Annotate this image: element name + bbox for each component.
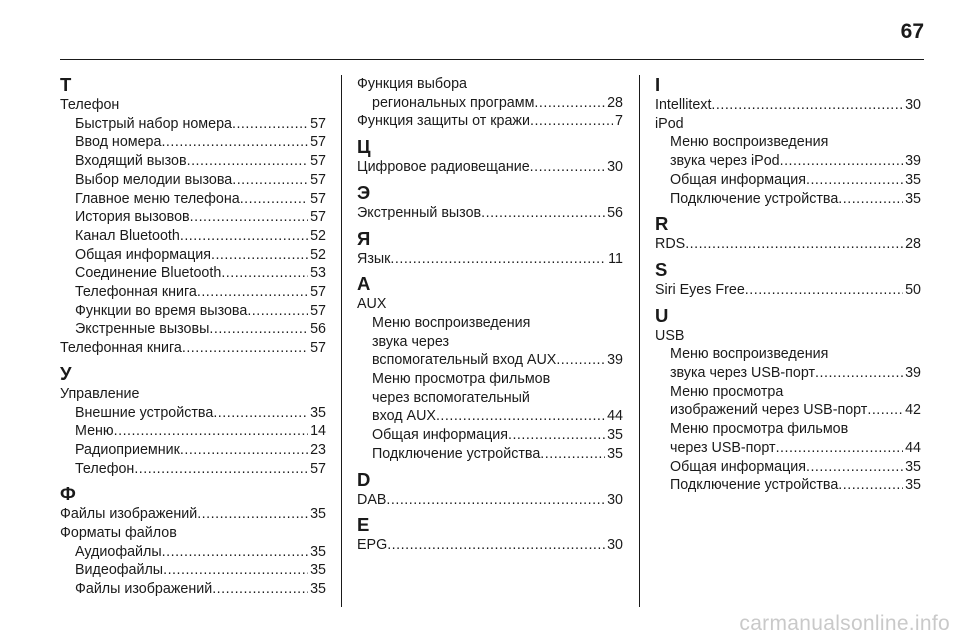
index-subentry <box>357 445 623 464</box>
index-subentry <box>655 476 921 495</box>
leader-dots <box>806 171 903 190</box>
leader-dots <box>838 190 903 209</box>
index-topic: Форматы файлов <box>60 525 177 542</box>
index-subtopic-line: Меню просмотра фильмов <box>372 371 551 388</box>
index-page-number: 57 <box>310 302 326 319</box>
leader-dots <box>212 580 308 599</box>
index-entry-text: Экстренные вызовы <box>75 321 210 338</box>
leader-dots <box>815 364 903 383</box>
index-letter-heading: A <box>357 273 371 295</box>
index-subtopic-line: Меню воспроизведения <box>372 314 531 331</box>
index-subentry <box>60 171 326 190</box>
index-subentry <box>60 283 326 302</box>
index-page-number: 57 <box>310 340 326 357</box>
leader-dots <box>221 264 308 283</box>
index-entry-text: Общая информация <box>372 427 508 444</box>
leader-dots <box>209 320 308 339</box>
leader-dots <box>776 439 904 458</box>
index-page-number: 28 <box>607 94 623 111</box>
index-page-number: 52 <box>310 246 326 263</box>
index-page-number: 35 <box>310 562 326 579</box>
index-entry-text: Ввод номера <box>75 134 162 151</box>
index-entry <box>357 158 623 177</box>
index-letter-heading: Ф <box>60 483 76 505</box>
index-column-1 <box>60 75 326 599</box>
index-subentry <box>655 439 921 458</box>
index-page-number: 39 <box>607 352 623 369</box>
index-letter-heading: E <box>357 514 370 536</box>
index-page-number: 35 <box>905 477 921 494</box>
leader-dots <box>508 426 605 445</box>
page-number: 67 <box>900 20 924 43</box>
leader-dots <box>190 208 308 227</box>
index-topic: Управление <box>60 385 140 402</box>
index-entry-text: Входящий вызов <box>75 153 187 170</box>
leader-dots <box>197 505 308 524</box>
index-page-number: 57 <box>310 115 326 132</box>
leader-dots <box>387 536 605 555</box>
index-entry <box>357 491 623 510</box>
index-entry-text: Подключение устройства <box>670 477 839 494</box>
index-letter-heading: У <box>60 362 72 384</box>
index-page-number: 35 <box>607 427 623 444</box>
leader-dots <box>134 460 308 479</box>
index-subentry <box>655 171 921 190</box>
index-entry-text: Соединение Bluetooth <box>75 265 222 282</box>
index-subentry <box>60 115 326 134</box>
index-subentry <box>60 460 326 479</box>
leader-dots <box>806 458 903 477</box>
index-page-number: 28 <box>905 236 921 253</box>
index-subtopic-line: Меню просмотра <box>670 383 784 400</box>
index-entry-text: EPG <box>357 537 388 554</box>
index-entry-text: RDS <box>655 236 686 253</box>
index-entry-text: Функции во время вызова <box>75 302 248 319</box>
index-page-number: 57 <box>310 134 326 151</box>
leader-dots <box>540 445 605 464</box>
index-entry <box>357 204 623 223</box>
index-page-number: 53 <box>310 265 326 282</box>
index-entry-text: Язык <box>357 250 391 267</box>
index-page-number: 35 <box>905 190 921 207</box>
index-page-number: 57 <box>310 284 326 301</box>
index-page-number: 57 <box>310 209 326 226</box>
index-topic: iPod <box>655 115 684 132</box>
index-topic: Телефон <box>60 97 120 113</box>
leader-dots <box>197 283 308 302</box>
index-page-number: 35 <box>905 171 921 188</box>
index-column-2 <box>357 75 623 555</box>
index-entry-text: Подключение устройства <box>670 190 839 207</box>
index-subtopic-line: Меню воспроизведения <box>670 346 829 363</box>
index-page-number: 42 <box>905 402 921 419</box>
index-entry-text: История вызовов <box>75 209 190 226</box>
index-entry-text: Телефон <box>75 460 135 477</box>
index-letter-heading: R <box>655 213 669 235</box>
index-entry <box>60 505 326 524</box>
index-entry-text: звука через USB-порт <box>670 365 816 382</box>
index-subentry <box>60 190 326 209</box>
leader-dots <box>390 250 606 269</box>
index-page-number: 44 <box>905 439 921 456</box>
index-page-number: 30 <box>607 159 623 176</box>
index-entry-text: Внешние устройства <box>75 404 214 421</box>
index-entry <box>655 235 921 254</box>
leader-dots <box>114 422 308 441</box>
index-subentry <box>60 543 326 562</box>
index-page-number: 57 <box>310 460 326 477</box>
index-letter-heading: D <box>357 468 371 490</box>
index-page-number: 30 <box>905 97 921 113</box>
index-entry-text: Общая информация <box>670 458 806 475</box>
index-page-number: 44 <box>607 408 623 425</box>
leader-dots <box>436 407 605 426</box>
index-entry-text: изображений через USB-порт <box>670 402 868 419</box>
leader-dots <box>534 94 605 113</box>
index-subentry <box>60 264 326 283</box>
index-subentry <box>655 190 921 209</box>
index-subentry <box>655 152 921 171</box>
index-page-number: 50 <box>905 281 921 298</box>
leader-dots <box>247 302 308 321</box>
leader-dots <box>530 112 613 131</box>
watermark: carmanualsonline.info <box>739 612 950 635</box>
index-letter-heading: S <box>655 258 668 280</box>
index-page-number: 35 <box>310 543 326 560</box>
leader-dots <box>213 404 308 423</box>
index-page-number: 14 <box>310 423 326 440</box>
index-subentry <box>60 208 326 227</box>
index-subentry <box>60 246 326 265</box>
leader-dots <box>232 171 308 190</box>
index-page-number: 52 <box>310 227 326 244</box>
index-entry-text: Цифровое радиовещание <box>357 159 530 176</box>
index-subentry <box>60 422 326 441</box>
leader-dots <box>187 152 308 171</box>
index-page-number: 39 <box>905 365 921 382</box>
index-page-number: 57 <box>310 171 326 188</box>
index-subtopic-line: Меню просмотра фильмов <box>670 421 849 438</box>
header-rule <box>60 59 924 60</box>
leader-dots <box>556 351 605 370</box>
index-page-number: 30 <box>607 537 623 554</box>
index-subentry <box>60 227 326 246</box>
index-entry <box>357 250 623 269</box>
index-page-number: 35 <box>310 581 326 598</box>
index-page-number: 7 <box>615 113 623 130</box>
index-entry-text: Функция защиты от кражи <box>357 113 530 130</box>
index-topic: USB <box>655 327 685 344</box>
index-entry <box>357 536 623 555</box>
index-subentry <box>655 458 921 477</box>
index-page-number: 56 <box>310 321 326 338</box>
index-topic: Функция выбора <box>357 76 467 92</box>
index-letter-heading: Ц <box>357 136 371 158</box>
leader-dots <box>711 96 903 115</box>
leader-dots <box>180 227 308 246</box>
index-entry-text: вспомогательный вход AUX <box>372 352 557 369</box>
leader-dots <box>163 561 308 580</box>
index-topic: AUX <box>357 296 387 313</box>
index-entry-text: Главное меню телефона <box>75 190 240 207</box>
leader-dots <box>161 133 308 152</box>
index-entry-text: Видеофайлы <box>75 562 164 579</box>
index-page-number: 39 <box>905 153 921 170</box>
index-letter-heading: I <box>655 74 661 95</box>
leader-dots <box>232 115 308 134</box>
index-letter-heading: U <box>655 304 669 326</box>
index-entry-text: региональных программ <box>372 94 535 111</box>
index-entry <box>655 281 921 300</box>
index-entry-text: звука через iPod <box>670 153 780 170</box>
index-subentry <box>60 320 326 339</box>
index-subentry <box>655 401 921 420</box>
index-subentry <box>60 580 326 599</box>
column-divider <box>639 75 640 607</box>
leader-dots <box>180 441 308 460</box>
leader-dots <box>685 235 903 254</box>
index-entry-text: Общая информация <box>670 171 806 188</box>
index-letter-heading: Я <box>357 227 371 249</box>
index-subtopic-line: Меню воспроизведения <box>670 134 829 151</box>
index-page-number: 30 <box>607 491 623 508</box>
index-page-number: 35 <box>310 404 326 421</box>
leader-dots <box>211 246 308 265</box>
leader-dots <box>745 281 903 300</box>
index-page-number: 23 <box>310 441 326 458</box>
leader-dots <box>780 152 903 171</box>
index-page-number: 57 <box>310 153 326 170</box>
index-entry-text: Файлы изображений <box>75 581 213 598</box>
index-subentry <box>60 404 326 423</box>
index-subentry <box>357 426 623 445</box>
leader-dots <box>838 476 903 495</box>
index-subentry <box>60 152 326 171</box>
index-subentry <box>655 364 921 383</box>
index-subentry <box>357 351 623 370</box>
index-entry-text: Канал Bluetooth <box>75 227 180 244</box>
index-entry-text: Аудиофайлы <box>75 543 162 560</box>
index-entry-text: Радиоприемник <box>75 441 180 458</box>
index-column-3 <box>655 75 921 495</box>
index-entry-text: Телефонная книга <box>75 284 197 301</box>
index-page-number: 35 <box>905 458 921 475</box>
index-entry-text: Экстренный вызов <box>357 204 482 221</box>
index-entry-text: Быстрый набор номера <box>75 115 232 132</box>
index-entry-text: Меню <box>75 423 114 440</box>
leader-dots <box>240 190 308 209</box>
index-page-number: 56 <box>607 204 623 221</box>
index-page-number: 35 <box>310 506 326 523</box>
index-subtopic-line: через вспомогательный <box>372 389 530 406</box>
leader-dots <box>481 204 605 223</box>
index-entry-text: Общая информация <box>75 246 211 263</box>
leader-dots <box>182 339 308 358</box>
index-entry <box>655 96 921 115</box>
index-entry-text: Siri Eyes Free <box>655 281 745 298</box>
index-entry-text: Подключение устройства <box>372 445 541 462</box>
column-divider <box>341 75 342 607</box>
index-subentry <box>60 561 326 580</box>
index-subentry <box>357 407 623 426</box>
leader-dots <box>162 543 308 562</box>
index-page-number: 35 <box>607 445 623 462</box>
index-letter-heading: Э <box>357 181 371 203</box>
index-subentry <box>60 302 326 321</box>
index-page-number: 57 <box>310 190 326 207</box>
index-entry-text: Файлы изображений <box>60 506 198 523</box>
index-subentry <box>60 441 326 460</box>
index-entry-text: вход AUX <box>372 408 436 425</box>
leader-dots <box>530 158 605 177</box>
index-subentry <box>357 94 623 113</box>
leader-dots <box>867 401 903 420</box>
index-entry <box>60 339 326 358</box>
index-page-number: 11 <box>608 250 623 267</box>
index-entry-text: Телефонная книга <box>60 340 182 357</box>
leader-dots <box>386 491 605 510</box>
index-entry <box>357 112 623 131</box>
index-subentry <box>60 133 326 152</box>
index-entry-text: Выбор мелодии вызова <box>75 171 233 188</box>
index-entry-text: DAB <box>357 491 387 508</box>
index-entry-text: Intellitext <box>655 97 712 113</box>
index-subtopic-line: звука через <box>372 333 450 350</box>
index-letter-heading: Т <box>60 74 72 95</box>
index-entry-text: через USB-порт <box>670 439 776 456</box>
